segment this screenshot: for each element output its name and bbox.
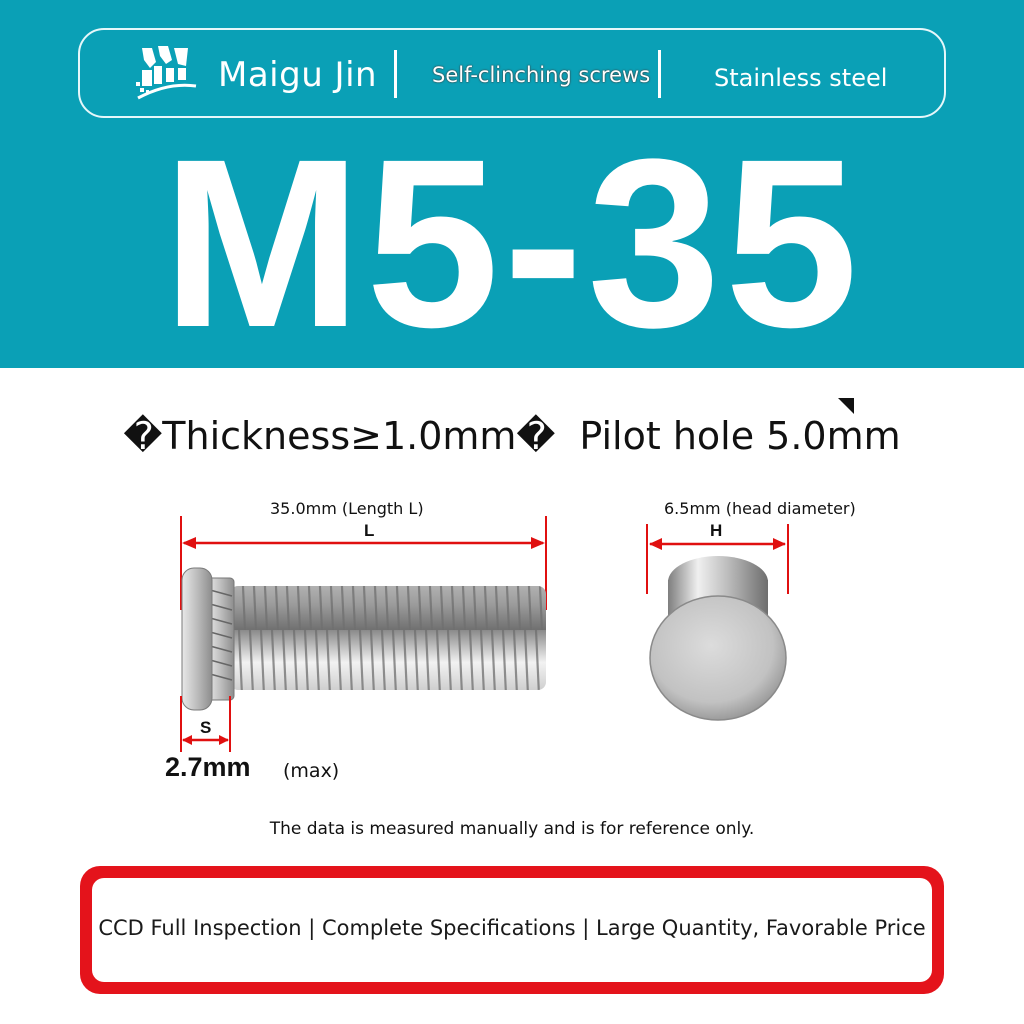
pilot-hole-spec: Pilot hole 5.0mm	[579, 414, 901, 458]
screw-head-view-image	[640, 520, 800, 730]
spec-line	[0, 414, 1024, 458]
brand-logo-icon	[134, 42, 198, 102]
head-diameter-label: 6.5mm (head diameter)	[664, 499, 856, 518]
material: Stainless steel	[714, 64, 888, 92]
product-type: Self-clinching screws	[432, 63, 651, 87]
length-label: 35.0mm (Length L)	[270, 499, 424, 518]
header-divider	[394, 50, 397, 98]
brand-name: Maigu Jin	[218, 55, 378, 95]
corner-mark	[838, 398, 854, 414]
header-divider	[658, 50, 661, 98]
feature-text: CCD Full Inspection | Complete Specifications | Large Quantity, Favorable Price	[98, 916, 926, 940]
model-number: M5-35	[161, 109, 863, 377]
screw-side-view-image	[160, 500, 560, 760]
s-letter: S	[200, 718, 212, 737]
length-letter: L	[364, 521, 375, 540]
disclaimer: The data is measured manually and is for reference only.	[269, 819, 755, 839]
s-note: (max)	[283, 760, 340, 782]
thickness-spec: �Thickness≥1.0mm�	[123, 414, 556, 458]
s-value: 2.7mm	[165, 752, 251, 782]
head-letter: H	[710, 521, 723, 540]
